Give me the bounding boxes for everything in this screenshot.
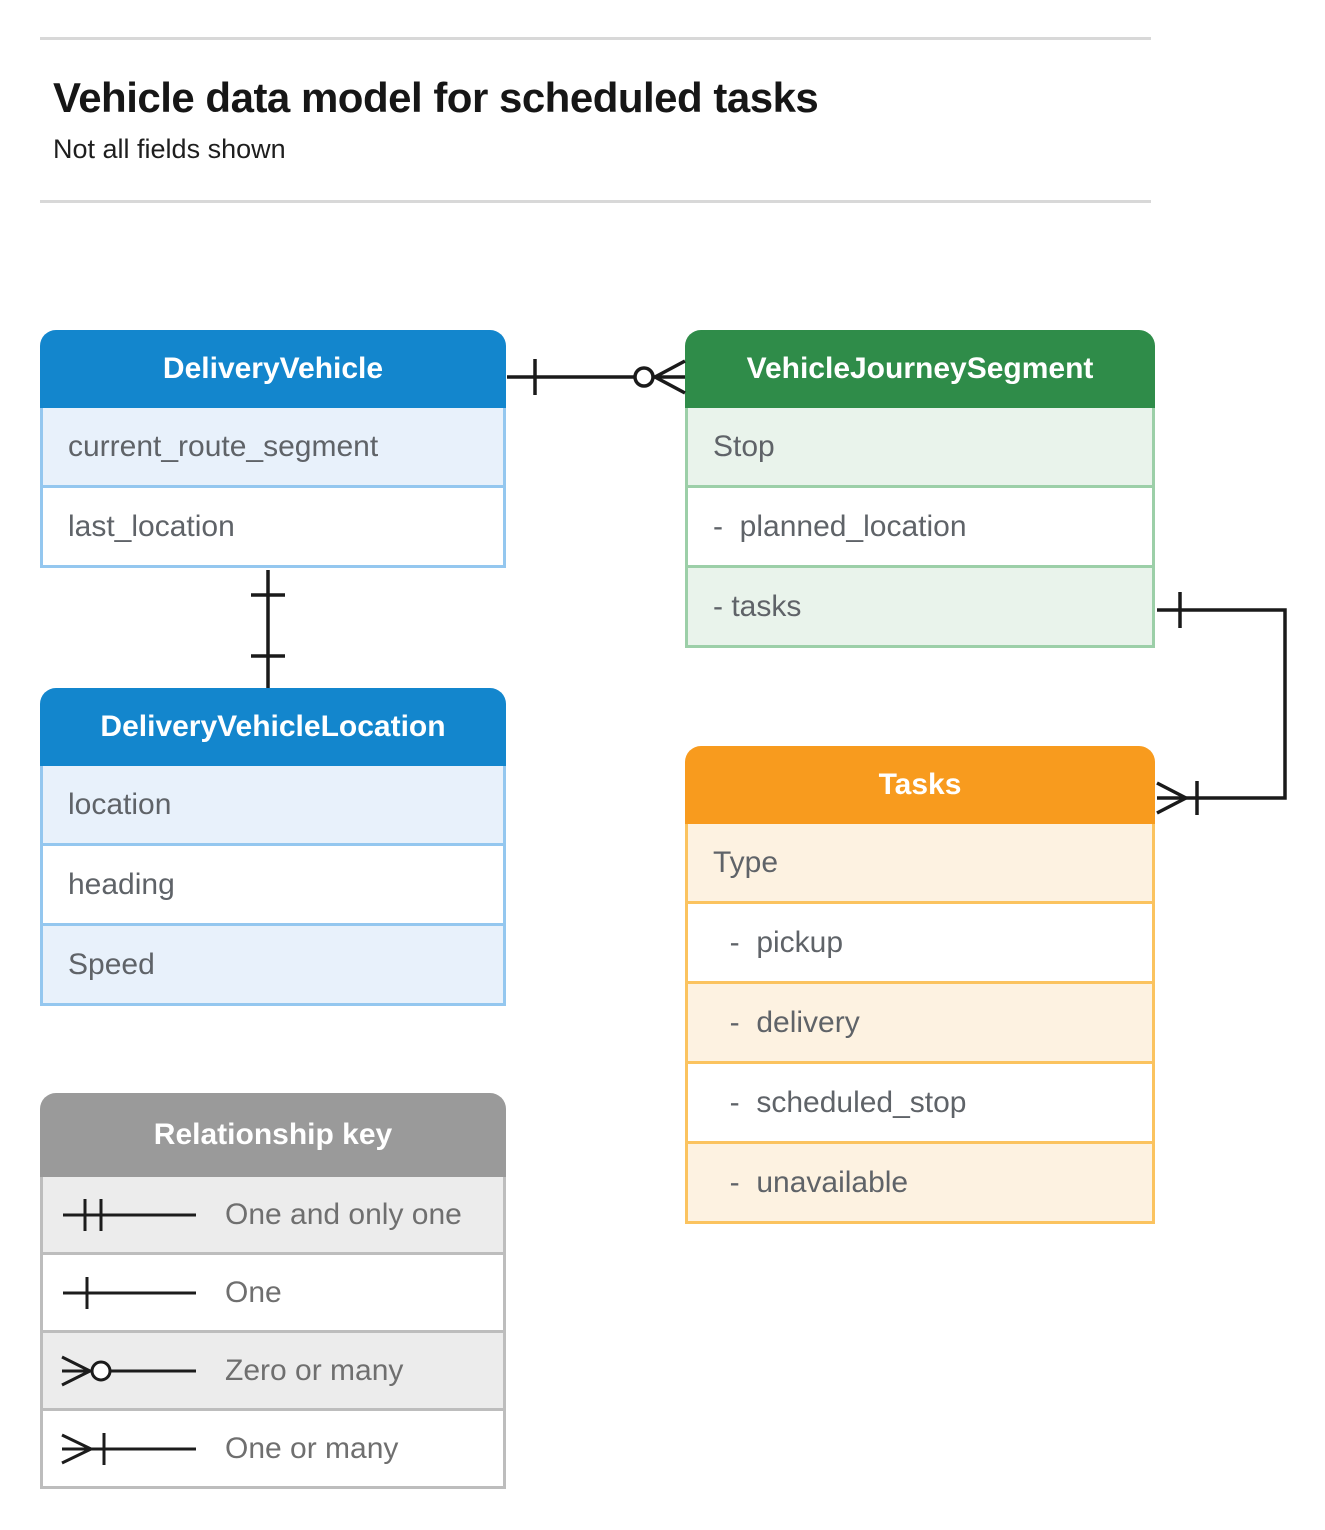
entity-delivery-vehicle xyxy=(40,330,506,568)
page-title: Vehicle data model for scheduled tasks xyxy=(53,74,819,121)
field-location: location xyxy=(43,766,503,843)
entity-tasks-body xyxy=(685,824,1155,1224)
field-unavailable: - unavailable xyxy=(688,1141,1152,1221)
field-speed: Speed xyxy=(43,923,503,1003)
legend-label: One xyxy=(225,1275,282,1309)
entity-delivery-vehicle-location xyxy=(40,688,506,1006)
entity-delivery-vehicle-title: DeliveryVehicle xyxy=(40,330,506,408)
page-subtitle: Not all fields shown xyxy=(53,134,286,164)
one-icon xyxy=(59,1271,199,1315)
bottom-divider xyxy=(40,200,1151,203)
one-or-many-icon xyxy=(59,1427,199,1471)
connector-line xyxy=(1157,610,1285,798)
top-divider xyxy=(40,37,1151,40)
relationship-key-body xyxy=(40,1177,506,1489)
connector-deliveryvehicle-to-vehiclejourneysegment xyxy=(507,359,685,395)
entity-tasks-title: Tasks xyxy=(685,746,1155,824)
connector-tasksfield-to-tasks xyxy=(1157,592,1285,815)
legend-item-one xyxy=(43,1252,503,1330)
zero-circle xyxy=(635,368,653,386)
field-pickup: - pickup xyxy=(688,901,1152,981)
one-and-only-one-icon xyxy=(59,1193,199,1237)
entity-delivery-vehicle-location-body xyxy=(40,766,506,1006)
field-planned-location: - planned_location xyxy=(688,485,1152,565)
zero-or-many-icon xyxy=(59,1349,199,1393)
legend-item-one-or-many xyxy=(43,1408,503,1486)
field-tasks: - tasks xyxy=(688,565,1152,645)
crow-foot xyxy=(1157,783,1186,813)
field-current-route-segment: current_route_segment xyxy=(43,408,503,485)
field-type: Type xyxy=(688,824,1152,901)
legend-label: One and only one xyxy=(225,1197,462,1231)
legend-item-zero-or-many xyxy=(43,1330,503,1408)
field-delivery: - delivery xyxy=(688,981,1152,1061)
crow-foot xyxy=(655,361,685,393)
field-heading: heading xyxy=(43,843,503,923)
entity-delivery-vehicle-body xyxy=(40,408,506,568)
legend-item-one-and-only-one xyxy=(43,1177,503,1252)
field-stop: Stop xyxy=(688,408,1152,485)
relationship-key xyxy=(40,1093,506,1489)
relationship-key-title: Relationship key xyxy=(40,1093,506,1177)
legend-label: Zero or many xyxy=(225,1353,404,1387)
connector-deliveryvehicle-to-deliveryvehiclelocation xyxy=(251,570,285,688)
legend-label: One or many xyxy=(225,1431,399,1465)
entity-vehicle-journey-segment-body xyxy=(685,408,1155,648)
field-scheduled-stop: - scheduled_stop xyxy=(688,1061,1152,1141)
entity-delivery-vehicle-location-title: DeliveryVehicleLocation xyxy=(40,688,506,766)
field-last-location: last_location xyxy=(43,485,503,565)
entity-vehicle-journey-segment xyxy=(685,330,1155,648)
entity-vehicle-journey-segment-title: VehicleJourneySegment xyxy=(685,330,1155,408)
entity-tasks xyxy=(685,746,1155,1224)
